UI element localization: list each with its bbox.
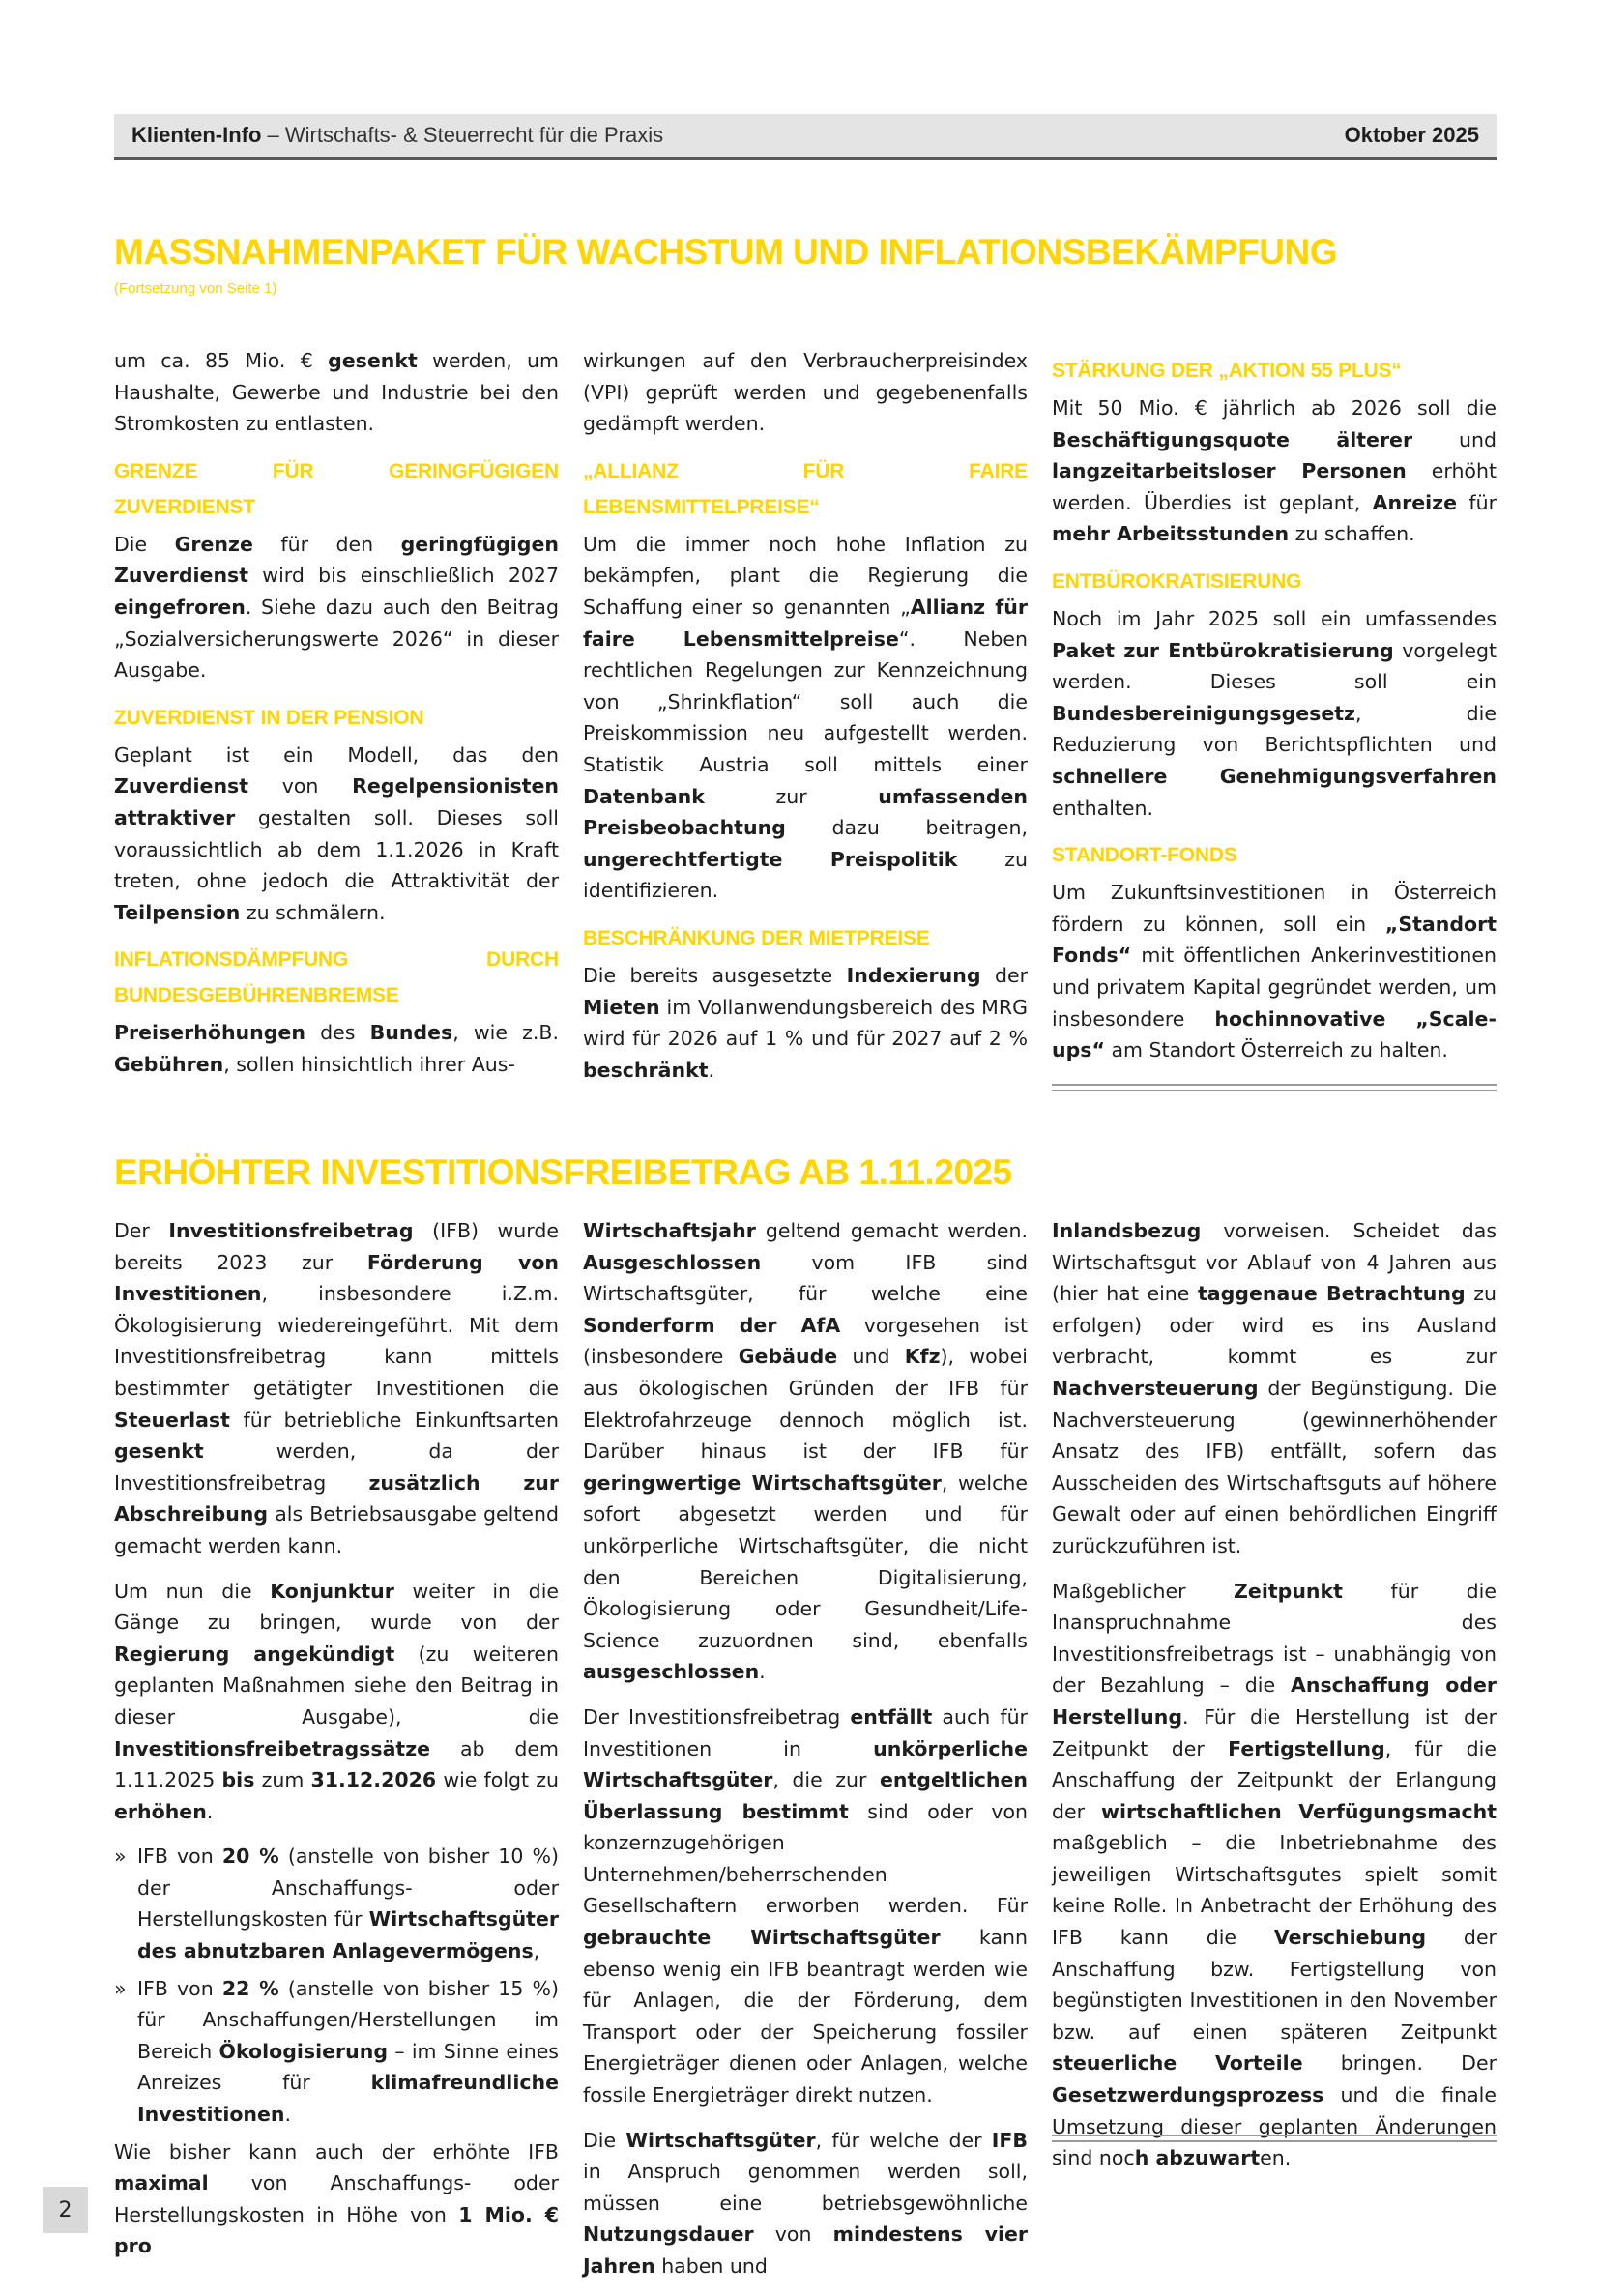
- paragraph: Geplant ist ein Modell, das den Zuverdienst von Regelpensionisten attraktiver gestalten soll. Dieses soll voraussichtlich ab dem 1.1.2026 in Kraft treten, ohne jedoch die Attraktivität der Teilpension zu schmälern.: [114, 742, 559, 924]
- paragraph: Inlandsbezug vorweisen. Scheidet das Wirtschaftsgut vor Ablauf von 4 Jahren aus (hier hat eine taggenaue Betrachtung zu erfolgen) oder wird es ins Ausland verbracht, kommt es zur Nachversteuerung der Begünstigung. Die Nachversteuerung (gewinnerhöhender Ansatz des IFB) entfällt, sofern das Ausscheiden des Wirtschaftsguts auf höhere Gewalt oder auf einen behördlichen Eingriff zurückzuführen ist.: [1052, 1219, 1497, 1557]
- paragraph: Die Grenze für den geringfügigen Zuverdienst wird bis einschließlich 2027 eingefroren. Siehe dazu auch den Beitrag „Sozialversicherungswerte 2026“ in dieser Ausgabe.: [114, 532, 559, 683]
- section-heading: GRENZE FÜR GERINGFÜGIGEN ZUVERDIENST: [114, 459, 559, 518]
- paragraph: Der Investitionsfreibetrag entfällt auch für Investitionen in unkörperliche Wirtschaftsgüter, die zur entgeltlichen Überlassung bestimmt sind oder von konzernzugehörigen Unternehmen/beherrschenden Gesellschaftern erworben werden. Für gebrauchte Wirtschaftsgüter kann ebenso wenig ein IFB beantragt werden wie für Anlagen, die der Förderung, dem Transport oder der Speicherung fossiler Energieträger dienen oder Anlagen, welche fossile Energieträger direkt nutzen.: [583, 1704, 1028, 2107]
- section-heading: STÄRKUNG DER „AKTION 55 PLUS“: [1052, 360, 1402, 382]
- list-item: [114, 1841, 559, 1966]
- paragraph: wirkungen auf den Verbraucherpreisindex (VPI) geprüft werden und gegebenenfalls gedämpft werden.: [583, 349, 1028, 436]
- paragraph: um ca. 85 Mio. € gesenkt werden, um Haushalte, Gewerbe und Industrie bei den Stromkosten zu entlasten.: [114, 349, 560, 436]
- paragraph: Wirtschaftsjahr geltend gemacht werden. Ausgeschlossen vom IFB sind Wirtschaftsgüter, für welche eine Sonderform der AfA vorgesehen ist (insbesondere Gebäude und Kfz), wobei aus ökologischen Gründen der IFB für Elektrofahrzeuge dennoch möglich ist. Darüber hinaus ist der IFB für geringwertige Wirtschaftsgüter, welche sofort abgesetzt werden und für unkörperliche Wirtschaftsgüter, die nicht den Bereichen Digitalisierung, Ökologisierung oder Gesundheit/Life-Science zuzuordnen sind, ebenfalls ausgeschlossen.: [583, 1219, 1029, 1684]
- section-heading: ENTBÜROKRATISIERUNG: [1052, 569, 1302, 593]
- article1-column-2: [583, 345, 1028, 1099]
- paragraph: Um die immer noch hohe Inflation zu bekämpfen, plant die Regierung die Schaffung einer so genannten „Allianz für faire Lebensmittelpreise“. Neben rechtlichen Regelungen zur Kennzeichnung von „Shrinkflation“ soll auch die Preiskommission neu aufgestellt werden. Statistik Austria soll mittels einer Datenbank zur umfassenden Preisbeobachtung dazu beitragen, ungerechtfertigte Preispolitik zu identifizieren.: [583, 532, 1028, 903]
- paragraph: Mit 50 Mio. € jährlich ab 2026 soll die Beschäftigungsquote älterer und langzeitarbeitsloser Personen erhöht werden. Überdies ist geplant, Anreize für mehr Arbeitsstunden zu schaffen.: [1052, 396, 1497, 546]
- paragraph: Um nun die Konjunktur weiter in die Gänge zu bringen, wurde von der Regierung angekündigt (zu weiteren geplanten Maßnahmen siehe den Beitrag in dieser Ausgabe), die Investitionsfreibetragssätze ab dem 1.11.2025 bis zum 31.12.2026 wie folgt zu erhöhen.: [114, 1579, 560, 1823]
- issue-date: Oktober 2025: [1344, 123, 1479, 147]
- section-heading: „ALLIANZ FÜR FAIRE LEBENSMITTELPREISE“: [583, 459, 1028, 518]
- article2-column-1: [114, 1215, 559, 2276]
- paragraph: Preiserhöhungen des Bundes, wie z.B. Gebühren, sollen hinsichtlich ihrer Aus-: [114, 1021, 559, 1076]
- publication-name: [131, 123, 663, 148]
- publication-title: Klienten-Info: [131, 123, 262, 147]
- section-heading: INFLATIONSDÄMPFUNG DURCH BUNDESGEBÜHRENBREMSE: [114, 948, 559, 1007]
- list-item-text: IFB von 20 % (anstelle von bisher 10 %) der Anschaffungs- oder Herstellungskosten für Wirtschaftsgüter des abnutzbaren Anlagevermögens,: [137, 1845, 559, 1963]
- bullet-icon: »: [114, 1845, 127, 1869]
- article-end-rule: [1052, 2135, 1497, 2142]
- ifb-rate-list: [114, 1841, 559, 2130]
- paragraph: Maßgeblicher Zeitpunkt für die Inanspruchnahme des Investitionsfreibetrags ist – unabhängig von der Bezahlung – die Anschaffung oder Herstellung. Für die Herstellung ist der Zeitpunkt der Fertigstellung, für die Anschaffung der Zeitpunkt der Erlangung der wirtschaftlichen Verfügungsmacht maßgeblich – die Inbetriebnahme des jeweiligen Wirtschaftsgutes spielt somit keine Rolle. In Anbetracht der Erhöhung des IFB kann die Verschiebung der Anschaffung bzw. Fertigstellung von begünstigten Investitionen in den November bzw. auf einen späteren Zeitpunkt steuerliche Vorteile bringen. Der Gesetzwerdungsprozess und die finale Umsetzung dieser geplanten Änderungen sind noch abzuwarten.: [1052, 1579, 1497, 2170]
- paragraph: Wie bisher kann auch der erhöhte IFB maximal von Anschaffungs- oder Herstellungskosten in Höhe von 1 Mio. € pro: [114, 2139, 559, 2258]
- article1-column-3: [1052, 353, 1497, 1080]
- paragraph: Um Zukunftsinvestitionen in Österreich fördern zu können, soll ein „Standort Fonds“ mit öffentlichen Ankerinvestitionen und privatem Kapital gegründet werden, um insbesondere hochinnovative „Scale-ups“ am Standort Österreich zu halten.: [1052, 881, 1497, 1062]
- section-heading: BESCHRÄNKUNG DER MIETPREISE: [583, 926, 930, 949]
- continuation-note: (Fortsetzung von Seite 1): [114, 280, 277, 297]
- page-number: 2: [43, 2187, 88, 2233]
- article-title-investitionsfreibetrag: ERHÖHTER INVESTITIONSFREIBETRAG AB 1.11.2025: [114, 1152, 1012, 1192]
- paragraph: Noch im Jahr 2025 soll ein umfassendes Paket zur Entbürokratisierung vorgelegt werden. Dieses soll ein Bundesbereinigungsgesetz, die Reduzierung von Berichtspflichten und schnellere Genehmigungsverfahren enthalten.: [1052, 606, 1497, 820]
- bullet-icon: »: [114, 1976, 127, 2000]
- article-title-massnahmenpaket: MASSNAHMENPAKET FÜR WACHSTUM UND INFLATIONSBEKÄMPFUNG: [114, 232, 1338, 272]
- section-heading: ZUVERDIENST IN DER PENSION: [114, 706, 424, 729]
- paragraph: Der Investitionsfreibetrag (IFB) wurde bereits 2023 zur Förderung von Investitionen, insbesondere i.Z.m. Ökologisierung wiedereingeführt. Mit dem Investitionsfreibetrag kann mittels bestimmter getätigter Investitionen die Steuerlast für betriebliche Einkunftsarten gesenkt werden, da der Investitionsfreibetrag zusätzlich zur Abschreibung als Betriebsausgabe geltend gemacht werden kann.: [114, 1219, 559, 1557]
- running-header: [114, 114, 1497, 160]
- article1-column-1: [114, 345, 559, 1094]
- list-item-text: IFB von 22 % (anstelle von bisher 15 %) für Anschaffungen/Herstellungen im Bereich Ökologisierung – im Sinne eines Anreizes für klimafreundliche Investitionen.: [137, 1976, 559, 2127]
- section-heading: STANDORT-FONDS: [1052, 844, 1237, 867]
- list-item: [114, 1973, 559, 2131]
- article2-column-2: [583, 1215, 1028, 2296]
- publication-subtitle: – Wirtschafts- & Steuerrecht für die Praxis: [261, 123, 664, 147]
- article2-column-3: [1052, 1215, 1497, 2188]
- article-end-rule: [1052, 1084, 1497, 1091]
- paragraph: Die bereits ausgesetzte Indexierung der Mieten im Vollanwendungsbereich des MRG wird für 2026 auf 1 % und für 2027 auf 2 % beschränkt.: [583, 963, 1029, 1082]
- paragraph: Die Wirtschaftsgüter, für welche der IFB in Anspruch genommen werden soll, müssen eine betriebsgewöhnliche Nutzungsdauer von mindestens vier Jahren haben und: [583, 2128, 1028, 2278]
